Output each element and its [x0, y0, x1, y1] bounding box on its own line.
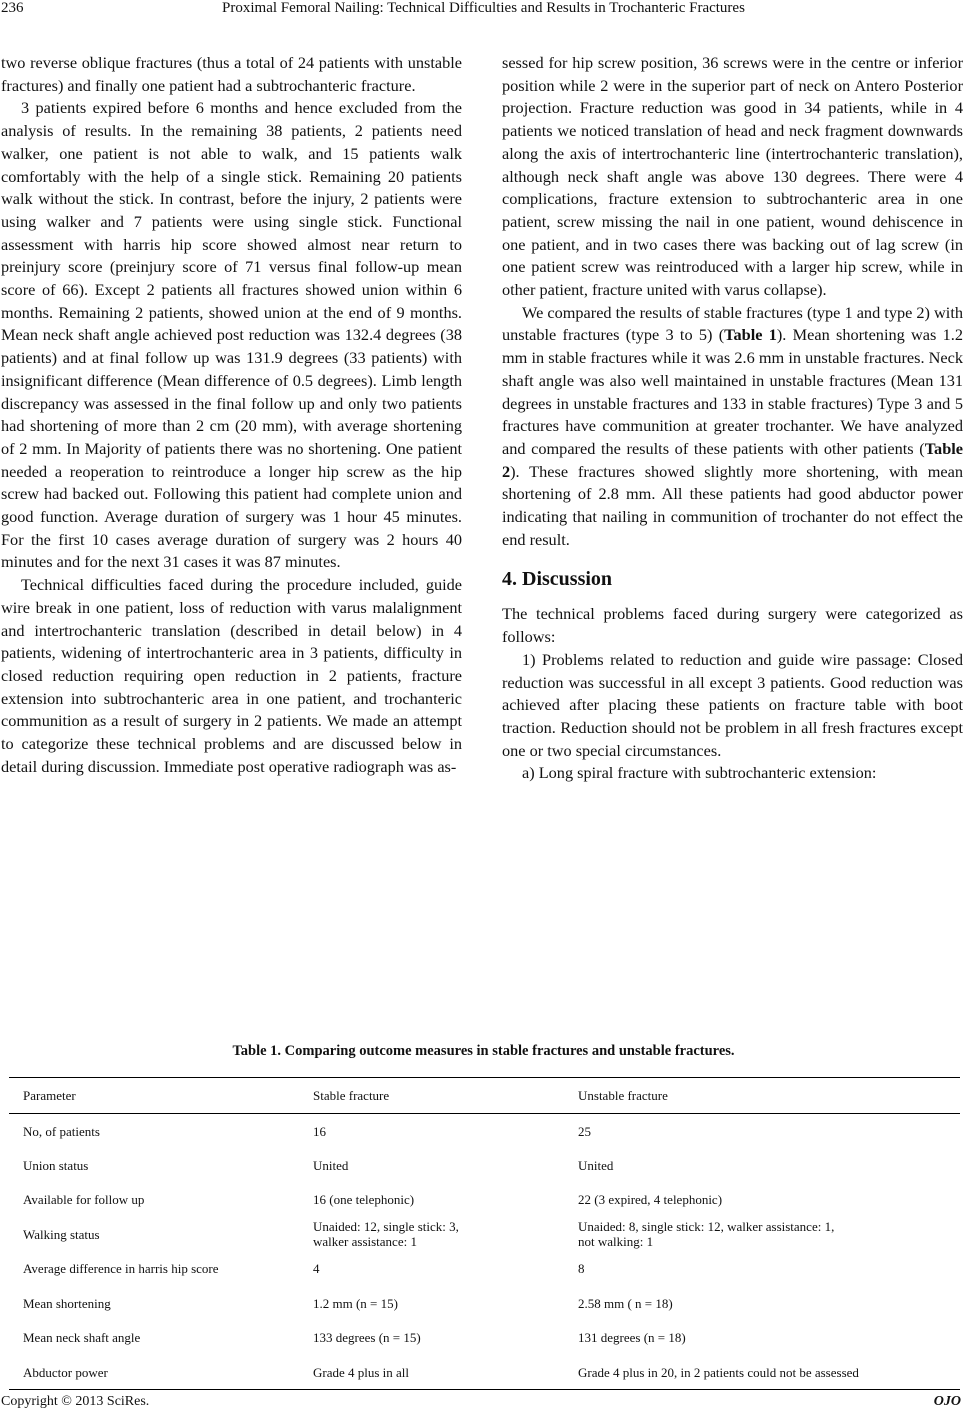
table-row	[9, 1217, 960, 1252]
table-row	[9, 1286, 960, 1321]
running-title: Proximal Femoral Nailing: Technical Difficulties and Results in Trochanteric Fractures	[222, 0, 745, 16]
table-cell	[564, 1217, 960, 1252]
table-row	[9, 1321, 960, 1356]
right-column	[502, 52, 963, 785]
table-cell: 4	[313, 1261, 320, 1277]
table-cell: United	[578, 1157, 614, 1173]
cell-line: not walking: 1	[578, 1234, 654, 1250]
right-paragraph-5: a) Long spiral fracture with subtrochanteric extension:	[522, 763, 877, 783]
right-paragraph-3: The technical problems faced during surgery were categorized as follows:	[502, 604, 963, 647]
column-header: Unstable fracture	[564, 1078, 960, 1114]
column-header: Stable fracture	[299, 1078, 564, 1114]
table-cell: Average difference in harris hip score	[23, 1261, 219, 1277]
table-1-reference-link[interactable]: Table 1	[724, 325, 777, 345]
table-cell: Walking status	[23, 1226, 100, 1242]
table-cell: Mean neck shaft angle	[23, 1330, 141, 1346]
left-paragraph-2: 3 patients expired before 6 months and hence excluded from the analysis of results. In the remaining 38 patients, 2 patients need walker, one patient is not able to walk, and 15 patients walk comfortably with the help of a single stick. Remaining 20 patients walk without the stick. In contrast, before the injury, 2 patients were using walker and 7 patients were using single stick. Functional assessment with harris hip score showed almost near return to preinjury score (preinjury score of 71 versus final follow-up mean score of 66). Except 2 patients all fractures showed union within 6 months. Remaining 2 patients, showed union at the end of 9 months. Mean neck shaft angle achieved post reduction was 132.4 degrees (38 patients) and at final follow up was 131.9 degrees (33 patients) with insignificant difference (Mean difference of 0.5 degrees). Limb length discrepancy was assessed in the final follow up and only two patients had shortening of more than 2 cm (20 mm), with average shortening of 2 mm. In Majority of patients there was no shortening. One patient needed a reoperation to reintroduce a longer hip screw as the hip screw had backed out. Following this patient had complete union and good function. Average duration of surgery was 1 hour 45 minutes. For the first 10 cases average duration of surgery was 2 hours 40 minutes and for the next 31 cases it was 87 minutes.	[1, 98, 462, 572]
table-row	[9, 1114, 960, 1149]
right-paragraph-4: 1) Problems related to reduction and guide wire passage: Closed reduction was successful in all except 3 patients. Good reduction was achieved after placing these patients on fracture table with boot traction. Reduction should not be problem in all fresh fractures except one or two special circumstances.	[502, 649, 963, 760]
cell-line: Unaided: 12, single stick: 3,	[313, 1219, 459, 1235]
table-cell: 133 degrees (n = 15)	[313, 1330, 421, 1346]
page-number: 236	[1, 0, 24, 16]
table-cell: 2.58 mm ( n = 18)	[578, 1295, 673, 1311]
text-run: We compared the results of stable fractures (type 1 and type 2) with unstable fractures (type 3 to 5) (	[502, 302, 963, 345]
left-column	[1, 52, 462, 779]
table-caption: Table 1. Comparing outcome measures in stable fractures and unstable fractures.	[232, 1043, 735, 1059]
table-cell: 16	[313, 1123, 326, 1139]
table-cell: Abductor power	[9, 1355, 299, 1390]
table-cell: Grade 4 plus in 20, in 2 patients could not be assessed	[564, 1355, 960, 1390]
table-row	[9, 1148, 960, 1183]
right-paragraph-1: sessed for hip screw position, 36 screws were in the centre or inferior position while 2 were in the superior part of neck on Antero Posterior projection. Fracture reduction was good in 34 patients, while in 4 patients we noticed translation of head and neck fragment downwards along the axis of intertrochanteric line (intertrochanteric translation), although neck shaft angle was above 130 degrees. There were 4 complications, fracture extension to subtrochanteric area in one patient, screw missing the nail in one patient, wound dehiscence in one patient, and in two cases there was backing out of lag screw (in one patient screw was reintroduced with a larger hip screw, while in other patient, fracture united with varus collapse).	[502, 53, 963, 300]
outcome-table	[9, 1077, 960, 1390]
table-cell: No, of patients	[23, 1123, 100, 1139]
left-paragraph-1: two reverse oblique fractures (thus a total of 24 patients with unstable fractures) and finally one patient had a subtrochanteric fracture.	[1, 53, 462, 95]
table-cell: 25	[578, 1123, 591, 1139]
table-2-reference-link[interactable]: Table 2	[502, 438, 963, 481]
column-header: Parameter	[9, 1078, 299, 1114]
section-heading-discussion: 4. Discussion	[502, 568, 613, 591]
cell-line: Unaided: 8, single stick: 12, walker assistance: 1,	[578, 1219, 835, 1235]
table-cell: Union status	[23, 1157, 89, 1173]
table-cell: 22 (3 expired, 4 telephonic)	[578, 1192, 723, 1208]
table-cell: United	[313, 1157, 349, 1173]
journal-abbreviation: OJO	[933, 1394, 961, 1409]
cell-line: walker assistance: 1	[313, 1234, 417, 1250]
table-cell	[299, 1217, 564, 1252]
right-paragraph-2	[502, 302, 963, 552]
table-cell: Available for follow up	[23, 1192, 145, 1208]
table-cell: 8	[578, 1261, 585, 1277]
text-run: ). These fractures showed slightly more shortening, with mean shortening of 2.8 mm. All these patients had good abductor power indicating that nailing in communition of trochanter do not effect the end result.	[502, 461, 963, 549]
left-paragraph-3: Technical difficulties faced during the procedure included, guide wire break in one patient, loss of reduction with varus malalignment and intertrochanteric translation (described in detail below) in 4 patients, widening of intertrochanteric area in 3 patients, difficulty in closed reduction requiring open reduction in 2 patients, fracture extension into subtrochanteric area in one patient, and trochanteric communition as a result of surgery in 2 patients. We made an attempt to categorize these technical problems and are discussed below in detail during discussion. Immediate post operative radiograph was as-	[1, 575, 462, 776]
table-row	[9, 1355, 960, 1390]
table-cell: Grade 4 plus in all	[299, 1355, 564, 1390]
text-run: ). Mean shortening was 1.2 mm in stable fractures while it was 2.6 mm in unstable fractures. Neck shaft angle was also well maintained in unstable fractures (Mean 131 degrees in unstable fractures and 133 in stable fractures) Type 3 and 5 fractures have communition at greater trochanter. We have analyzed and compared the results of these patients with other patients (	[502, 325, 963, 458]
table-cell: 16 (one telephonic)	[313, 1192, 415, 1208]
table-cell: 131 degrees (n = 18)	[578, 1330, 686, 1346]
page-header	[0, 0, 967, 22]
copyright-notice: Copyright © 2013 SciRes.	[1, 1394, 150, 1409]
table-header-row	[9, 1078, 960, 1114]
table-cell: Mean shortening	[23, 1295, 111, 1311]
table-cell: 1.2 mm (n = 15)	[313, 1295, 398, 1311]
table-row	[9, 1183, 960, 1218]
table-row	[9, 1252, 960, 1287]
